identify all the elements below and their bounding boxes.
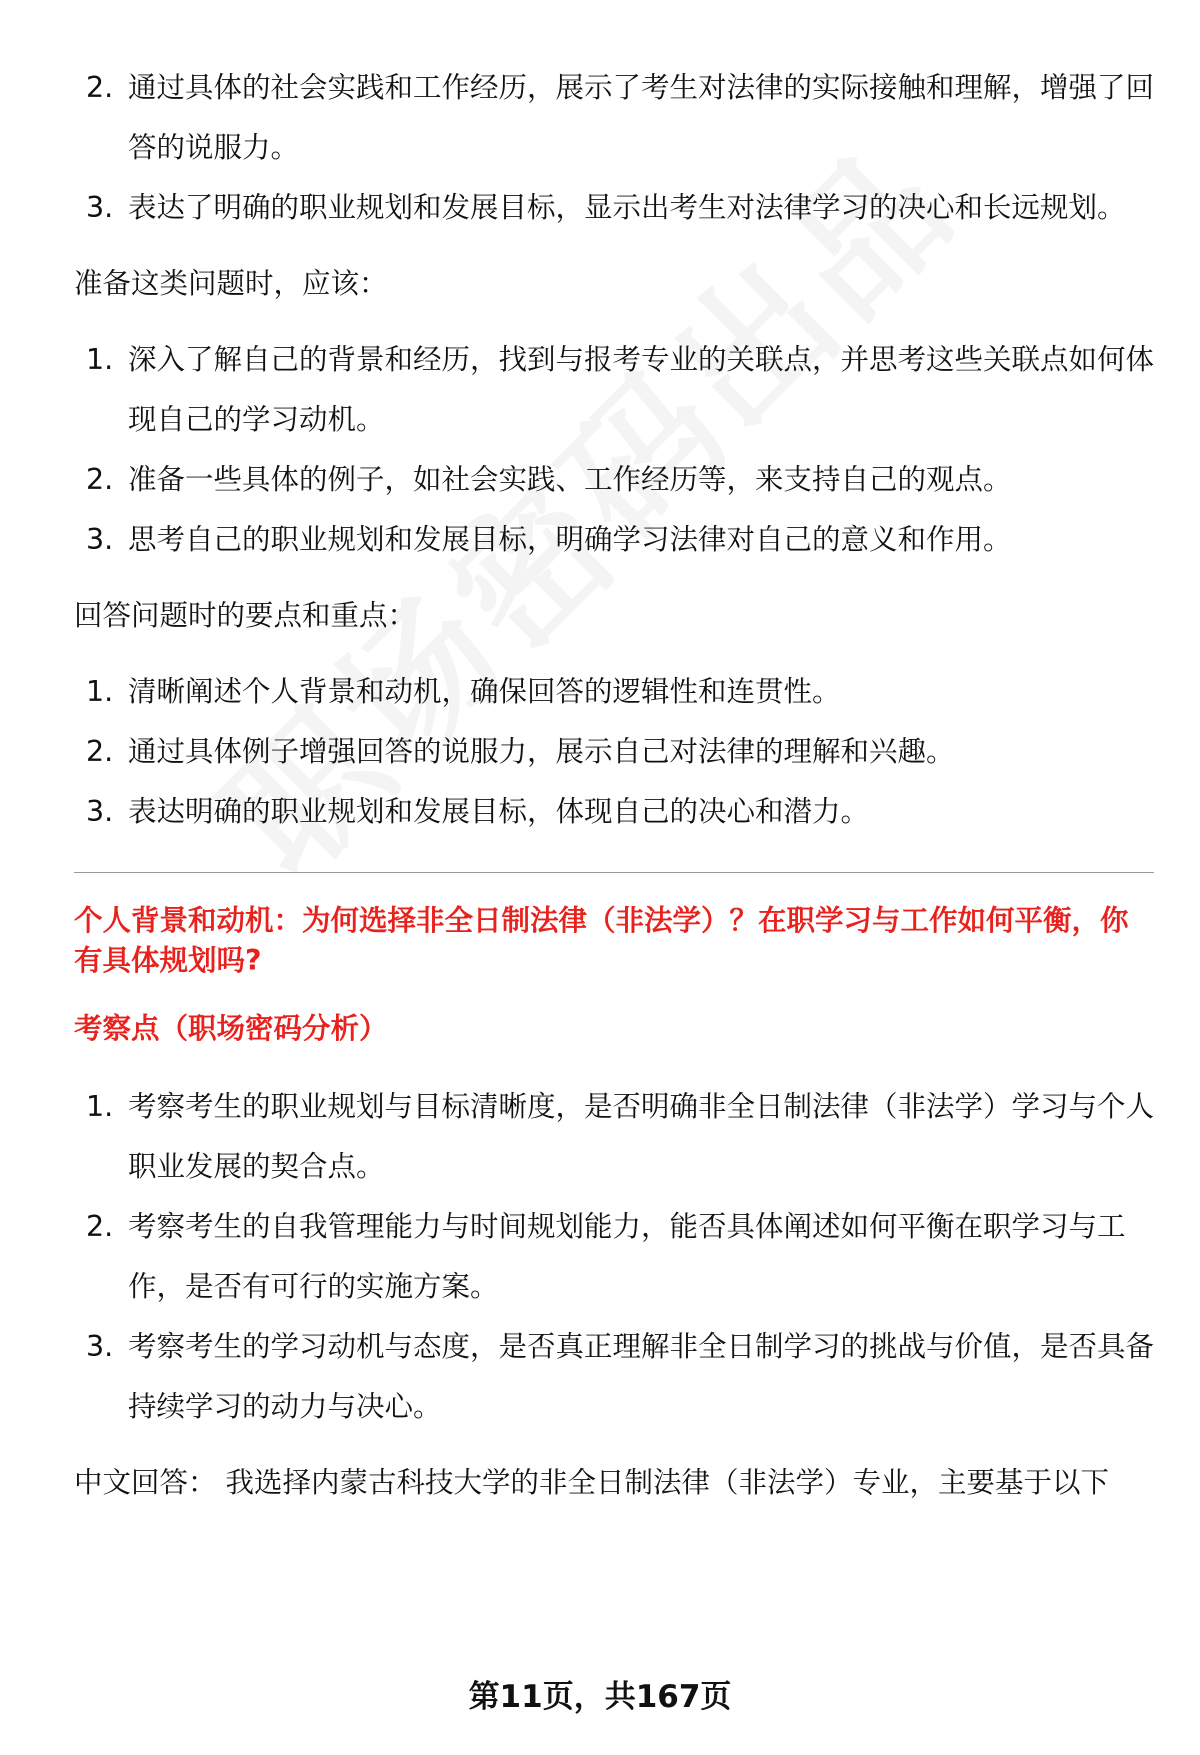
- list-item: 2. 通过具体的社会实践和工作经历，展示了考生对法律的实际接触和理解，增强了回答的说服力。: [86, 71, 1155, 164]
- list-item-text: 通过具体例子增强回答的说服力，展示自己对法律的理解和兴趣。: [128, 735, 955, 768]
- list-item: 1. 深入了解自己的背景和经历，找到与报考专业的关联点，并思考这些关联点如何体现自己的学习动机。: [86, 343, 1155, 436]
- list-item: 2. 考察考生的自我管理能力与时间规划能力，能否具体阐述如何平衡在职学习与工作，是否有可行的实施方案。: [86, 1210, 1126, 1303]
- list-item-text: 思考自己的职业规划和发展目标，明确学习法律对自己的意义和作用。: [128, 523, 1012, 556]
- page-content: [74, 58, 1154, 1513]
- list-top: [74, 58, 1154, 238]
- analysis-list: [74, 1077, 1154, 1437]
- list-item-text: 考察考生的自我管理能力与时间规划能力，能否具体阐述如何平衡在职学习与工作，是否有可行的实施方案。: [128, 1210, 1126, 1303]
- list-item: 1. 清晰阐述个人背景和动机，确保回答的逻辑性和连贯性。: [86, 675, 841, 708]
- list-item-text: 考察考生的职业规划与目标清晰度，是否明确非全日制法律（非法学）学习与个人职业发展的契合点。: [128, 1090, 1155, 1183]
- prep-heading: 准备这类问题时，应该：: [74, 267, 388, 300]
- list-item-text: 准备一些具体的例子，如社会实践、工作经历等，来支持自己的观点。: [128, 463, 1012, 496]
- list-item-text: 表达明确的职业规划和发展目标，体现自己的决心和潜力。: [128, 795, 870, 828]
- question-title: 个人背景和动机：为何选择非全日制法律（非法学）？在职学习与工作如何平衡，你有具体规划吗?: [74, 904, 1129, 977]
- list-item: 1. 考察考生的职业规划与目标清晰度，是否明确非全日制法律（非法学）学习与个人职业发展的契合点。: [86, 1090, 1155, 1183]
- analysis-heading: 考察点（职场密码分析）: [74, 1012, 388, 1045]
- list-item-text: 清晰阐述个人背景和动机，确保回答的逻辑性和连贯性。: [128, 675, 841, 708]
- list-item-text: 深入了解自己的背景和经历，找到与报考专业的关联点，并思考这些关联点如何体现自己的学习动机。: [128, 343, 1155, 436]
- list-item: 3. 表达了明确的职业规划和发展目标，显示出考生对法律学习的决心和长远规划。: [86, 191, 1126, 224]
- list-item: 3. 考察考生的学习动机与态度，是否真正理解非全日制学习的挑战与价值，是否具备持续学习的动力与决心。: [86, 1330, 1155, 1423]
- answer-list: [74, 662, 1154, 842]
- list-item: 3. 表达明确的职业规划和发展目标，体现自己的决心和潜力。: [86, 795, 870, 828]
- section-divider: [74, 872, 1154, 873]
- chinese-answer-paragraph: 中文回答： 我选择内蒙古科技大学的非全日制法律（非法学）专业，主要基于以下: [74, 1466, 1110, 1499]
- list-item: 2. 准备一些具体的例子，如社会实践、工作经历等，来支持自己的观点。: [86, 463, 1012, 496]
- list-item: 2. 通过具体例子增强回答的说服力，展示自己对法律的理解和兴趣。: [86, 735, 955, 768]
- answer-heading: 回答问题时的要点和重点：: [74, 599, 417, 632]
- list-item-text: 考察考生的学习动机与态度，是否真正理解非全日制学习的挑战与价值，是否具备持续学习的动力与决心。: [128, 1330, 1155, 1423]
- list-item-text: 表达了明确的职业规划和发展目标，显示出考生对法律学习的决心和长远规划。: [128, 191, 1126, 224]
- list-item-text: 通过具体的社会实践和工作经历，展示了考生对法律的实际接触和理解，增强了回答的说服力。: [128, 71, 1155, 164]
- page-number-footer: 第11页，共167页: [468, 1679, 732, 1715]
- list-item: 3. 思考自己的职业规划和发展目标，明确学习法律对自己的意义和作用。: [86, 523, 1012, 556]
- prep-list: [74, 330, 1154, 570]
